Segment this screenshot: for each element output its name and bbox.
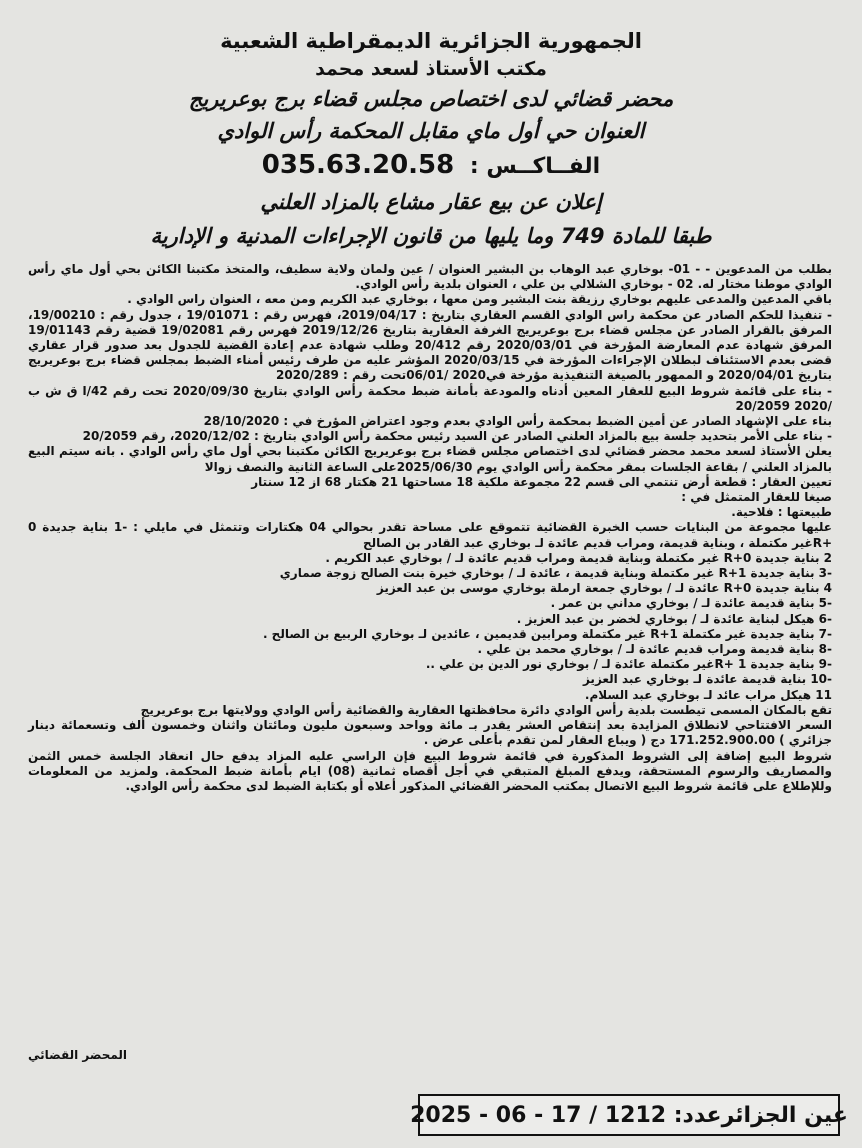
body-paragraph: - تنفيذا للحكم الصادر عن محكمة راس الوادي القسم العقاري بتاريخ : 2019/04/17، فهرس رقم : 19/01071 ، جدول رقم : 19/00210، المرفق بالقرار الصادر عن مجلس قضاء برج بوعريريج الغرفة العقارية بتاريخ 2019/12/26 فهرس رقم 19/02081 قضية رقم 19/01143 المرفق شهادة عدم المعارضة المؤرخة في 2020/03/01 رقم 20/412 وطلب شهادة عدم إعادة القضية للجدول بعد صدور قرار عقاري قضى بعدم الاستئناف لبطلان الإجراءات المؤرخة في 2020/03/15 المؤشر عليه من طرف رئيس أمناء الضبط بمجلس قضاء برج بوعريريج بتاريخ 2020/04/01 و الممهور بالصيغة التنفيذية مؤرخة في2020 /06/01تحت رقم : 2020/289 (28, 307, 833, 383)
body-paragraph: السعر الافتتاحي لانطلاق المزايدة بعد إنتقاص العشر يقدر بـ مائة وواحد وسبعون مليون ومائتان واثنان وخمسون ألف وتسعمائة دينار جزائري ) 171.252.900.00 دج ( ويباع العقار لمن تقدم بأعلى عرض . (28, 718, 832, 748)
body-paragraph: -9 بناية جديدة 1 +Rغير مكتملة عائدة لـ / بوخاري نور الدين بن علي .. (425, 657, 832, 672)
body-paragraph: 11 هيكل مراب عائد لـ بوخاري عبد السلام. (584, 687, 832, 702)
body-paragraph: -8 بناية قديمة ومراب قديم عائدة لـ / بوخاري محمد بن علي . (477, 642, 832, 657)
legal-basis: طبقا للمادة 749 وما يليها من قانون الإجراءات المدنية و الإدارية (150, 224, 712, 248)
court-jurisdiction: محضر قضائي لدى اختصاص مجلس قضاء برج بوعريريج (188, 87, 674, 111)
body-paragraph: تقع بالمكان المسمى تيطست بلدية رأس الوادي دائرة محافظتها العقارية والقضائية رأس الوادي وولايتها برج بوعريريج (140, 702, 832, 717)
body-paragraph: بطلب من المدعوين - - 01- بوخاري عبد الوهاب بن البشير العنوان / عين ولمان ولاية سطيف، والمتخذ مكتبنا الكائن بحي أول ماي رأس الوادي موطنا مختار له. 02 - بوخاري الشلالي بن علي ، العنوان بلدية رأس الوادي. (28, 262, 832, 292)
announcement-body (28, 262, 832, 794)
body-paragraph: -10 بناية قديمة عائدة لـ بوخاري عبد العزيز (582, 672, 832, 687)
body-paragraph: - بناء على قائمة شروط البيع للعقار المعين أدناه والمودعة بأمانة ضبط محكمة رأس الوادي بتاريخ 2020/09/30 تحت رقم 42/ا ق ش ب /2020 20/2059 (28, 383, 832, 413)
publication-footer: عين الجزائرعدد: 1212 / 17 - 06 - 2025 (418, 1094, 840, 1136)
body-paragraph: يعلن الأستاذ لسعد محمد محضر قضائي لدى اختصاص مجلس قضاء برج بوعريريج الكائن مكتبنا بحي أول ماي رأس الوادي . بانه سيتم البيع بالمزاد العلني / بقاعة الجلسات بمقر محكمة رأس الوادي يوم 2025/06/30على الساعة الثانية والنصف زوالا (28, 444, 832, 474)
bailiff-signature: المحضر القضائي (28, 1048, 128, 1062)
body-paragraph: شروط البيع إضافة إلى الشروط المذكورة في قائمة شروط البيع فإن الراسي عليه المزاد يدفع حال انعقاد الجلسة خمس الثمن والمصاريف والرسوم المستحقة، ويدفع المبلغ المتبقي في أجل أقصاه ثمانية (08) ايام بأمانة ضبط المحكمة. ولمزيد من المعلومات وللإطلاع على قائمة شروط البيع الاتصال بمكتب المحضر القضائي المذكور أعلاه أو بكتابة الضبط لدى محكمة رأس الوادي. (28, 748, 833, 793)
announcement-header (0, 0, 862, 253)
body-paragraph: -7 بناية جديدة غير مكتملة R+1 غير مكتملة ومرابين قديمين ، عائدين لـ بوخاري الربيع بن الصالح . (262, 626, 832, 641)
office-name: مكتب الأستاذ لسعد محمد (315, 58, 547, 80)
body-paragraph: بناء على الإشهاد الصادر عن أمين الضبط بمحكمة رأس الوادي بعدم وجود اعتراض المؤرخ في : 28/10/2020 (203, 414, 832, 429)
announcement-title: إعلان عن بيع عقار مشاع بالمزاد العلني (260, 190, 602, 214)
body-paragraph: تعيين العقار : قطعة أرض تنتمي الى قسم 22 مجموعة ملكية 18 مساحتها 21 هكتار 68 از 12 سنتار (251, 474, 832, 489)
body-paragraph: -3 بناية جديدة R+1 غير مكتملة وبناية قديمة ، عائدة لـ / بوخاري خيرة بنت الصالح زوجة صماري (279, 566, 832, 581)
body-paragraph: - بناء على الأمر بتحديد جلسة بيع بالمزاد العلني الصادر عن السيد رئيس محكمة رأس الوادي بتاريخ : 2020/12/02، رقم 20/2059 (82, 429, 832, 444)
republic-title: الجمهورية الجزائرية الديمقراطية الشعبية (220, 29, 642, 53)
body-paragraph: عليها مجموعة من البنايات حسب الخبرة القضائية تتموقع على مساحة تقدر بحوالي 04 هكتارات وتتمثل في مايلي : -1 بناية جديدة 0 +Rغير مكتملة ، وبناية قديمة، ومراب قديم عائدة لـ بوخاري عبد القادر بن الصالح (28, 520, 832, 550)
body-paragraph: باقي المدعين والمدعى عليهم بوخاري رزيقة بنت البشير ومن معها ، بوخاري عبد الكريم ومن معه ، العنوان راس الوادي . (127, 292, 832, 307)
body-paragraph: -6 هيكل لبناية عائدة لـ / بوخاري لخضر بن عبد العزيز . (516, 611, 832, 626)
body-paragraph: 2 بناية جديدة R+0 غير مكتملة وبناية قديمة ومراب قديم عائدة لـ / بوخاري عبد الكريم . (325, 550, 832, 565)
fax-line (0, 147, 862, 185)
body-paragraph: -5 بناية قديمة عائدة لـ / بوخاري مداني بن عمر . (550, 596, 832, 611)
fax-label: الفــاكــس : (469, 154, 601, 179)
body-paragraph: صيغا للعقار المتمثل في : (681, 490, 832, 505)
body-paragraph: طبيعتها : فلاحية. (731, 505, 832, 520)
fax-number: 035.63.20.58 (261, 150, 455, 180)
office-address: العنوان حي أول ماي مقابل المحكمة رأس الوادي (217, 119, 645, 143)
body-paragraph: 4 بناية جديدة R+0 عائدة لـ / بوخاري جمعة ارملة بوخاري موسى بن عبد العزيز (376, 581, 832, 596)
